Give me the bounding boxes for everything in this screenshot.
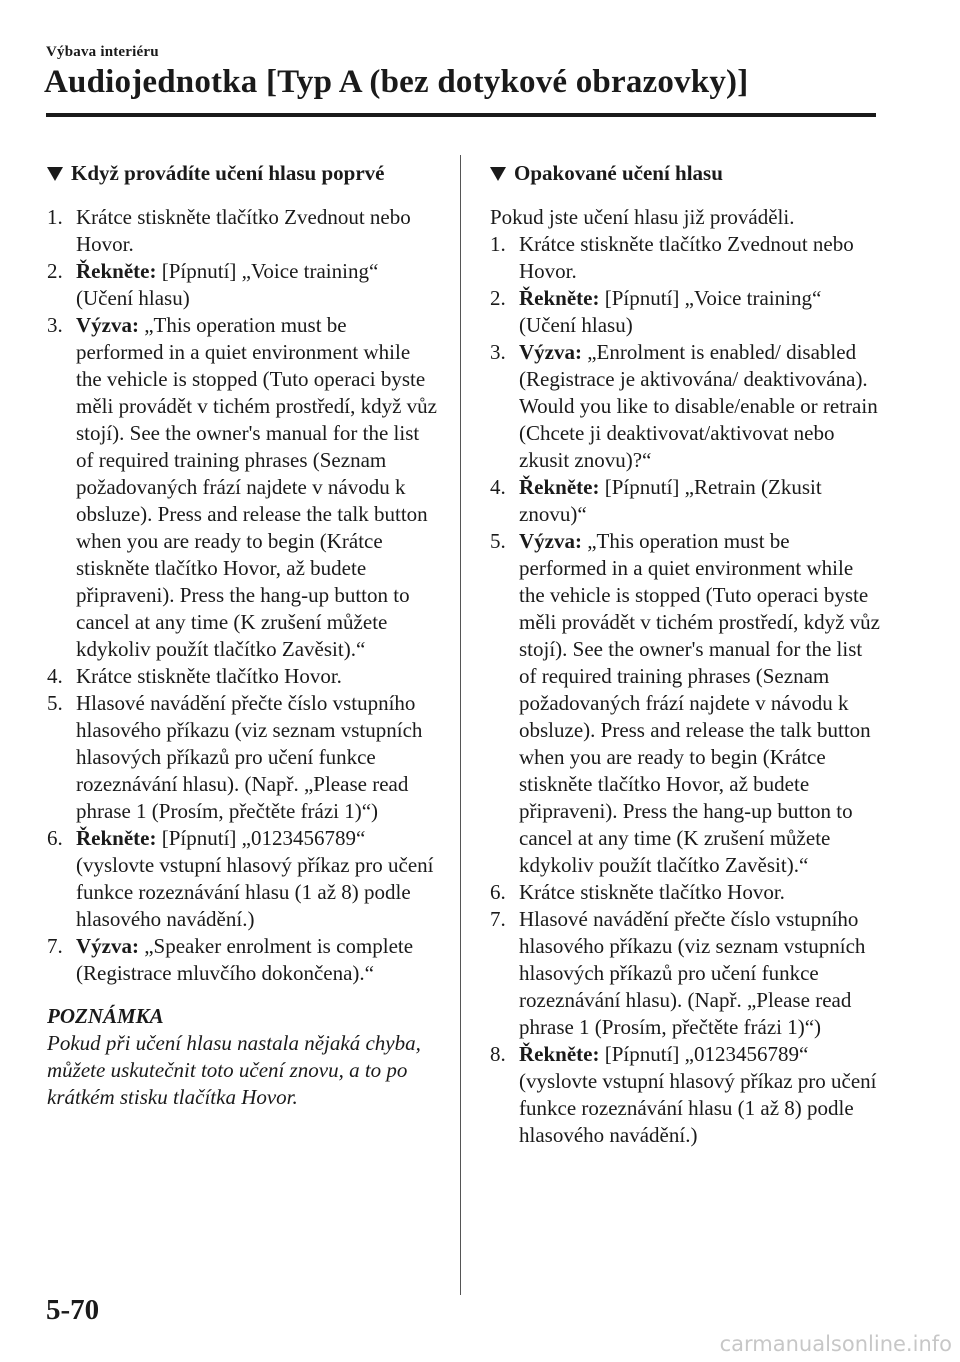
list-item xyxy=(490,285,880,339)
step-number: 2. xyxy=(47,259,63,283)
intro-text: Pokud jste učení hlasu již prováděli. xyxy=(490,205,795,229)
list-item xyxy=(490,879,880,906)
list-item xyxy=(490,231,880,285)
step-number: 8. xyxy=(490,1042,506,1066)
step-text: [Pípnutí] „Voice training“ (Učení hlasu) xyxy=(519,286,822,337)
step-keyword: Řekněte: xyxy=(519,475,600,499)
step-number: 6. xyxy=(47,826,63,850)
step-number: 1. xyxy=(490,232,506,256)
list-item xyxy=(47,258,437,312)
step-number: 7. xyxy=(490,907,506,931)
step-text: Krátce stiskněte tlačítko Hovor. xyxy=(76,664,342,688)
steps-list-retraining xyxy=(490,231,880,1149)
step-text: [Pípnutí] „Retrain (Zkusit znovu)“ xyxy=(519,475,822,526)
list-item xyxy=(47,690,437,825)
step-keyword: Řekněte: xyxy=(519,286,600,310)
column-divider xyxy=(460,155,461,1295)
step-keyword: Výzva: xyxy=(76,313,139,337)
note-title: POZNÁMKA xyxy=(47,1004,164,1028)
list-item xyxy=(47,312,437,663)
list-item xyxy=(47,204,437,258)
left-column xyxy=(47,160,437,1111)
list-item xyxy=(490,339,880,474)
step-keyword: Výzva: xyxy=(76,934,139,958)
step-number: 3. xyxy=(490,340,506,364)
step-text: [Pípnutí] „Voice training“ (Učení hlasu) xyxy=(76,259,379,310)
list-item xyxy=(47,663,437,690)
note-box xyxy=(47,1003,437,1111)
watermark: carmanualsonline.info xyxy=(719,1332,952,1356)
step-text: Hlasové navádění přečte číslo vstupního hlasového příkazu (viz seznam vstupních hlasových příkazů pro učení funkce rozeznávání hlasu). (Např. „Please read phrase 1 (Prosím, přečtěte frázi 1)“) xyxy=(76,691,423,823)
step-keyword: Řekněte: xyxy=(76,826,157,850)
page-title: Audiojednotka [Typ A (bez dotykové obrazovky)] xyxy=(44,64,749,100)
steps-list-first-training xyxy=(47,204,437,987)
step-text: „Enrolment is enabled/ disabled (Registrace je aktivována/ deaktivována). Would you like to disable/enable or retrain (Chcete ji deaktivovat/aktivovat nebo zkusit znovu)?“ xyxy=(519,340,878,472)
step-number: 3. xyxy=(47,313,63,337)
step-text: Hlasové navádění přečte číslo vstupního hlasového příkazu (viz seznam vstupních hlasových příkazů pro učení funkce rozeznávání hlasu). (Např. „Please read phrase 1 (Prosím, přečtěte frázi 1)“) xyxy=(519,907,866,1039)
list-item xyxy=(47,933,437,987)
section-heading-first-training xyxy=(47,160,437,187)
right-column xyxy=(490,160,880,1149)
step-number: 7. xyxy=(47,934,63,958)
list-item xyxy=(490,528,880,879)
step-keyword: Výzva: xyxy=(519,340,582,364)
step-keyword: Výzva: xyxy=(519,529,582,553)
list-item xyxy=(490,1041,880,1149)
step-text: Krátce stiskněte tlačítko Zvednout nebo Hovor. xyxy=(519,232,854,283)
section-heading-retraining xyxy=(490,160,880,187)
section-heading-text: Opakované učení hlasu xyxy=(514,161,723,185)
step-number: 4. xyxy=(47,664,63,688)
list-item xyxy=(490,906,880,1041)
step-number: 6. xyxy=(490,880,506,904)
list-item xyxy=(490,474,880,528)
section-heading-text: Když provádíte učení hlasu poprvé xyxy=(71,161,385,185)
step-text: [Pípnutí] „0123456789“ (vyslovte vstupní hlasový příkaz pro učení funkce rozeznávání hlasu (1 až 8) podle hlasového navádění.) xyxy=(519,1042,877,1147)
triangle-bullet-icon xyxy=(490,167,506,181)
list-item xyxy=(47,825,437,933)
step-number: 2. xyxy=(490,286,506,310)
step-number: 5. xyxy=(490,529,506,553)
step-number: 1. xyxy=(47,205,63,229)
step-number: 4. xyxy=(490,475,506,499)
header-rule xyxy=(46,113,876,117)
step-keyword: Řekněte: xyxy=(519,1042,600,1066)
step-text: „Speaker enrolment is complete (Registrace mluvčího dokončena).“ xyxy=(76,934,414,985)
page-number: 5-70 xyxy=(46,1294,100,1326)
note-text: Pokud při učení hlasu nastala nějaká chyba, můžete uskutečnit toto učení znovu, a to po krátkém stisku tlačítka Hovor. xyxy=(47,1031,421,1109)
section-label: Výbava interiéru xyxy=(46,44,159,60)
step-text: „This operation must be performed in a quiet environment while the vehicle is stopped (Tuto operaci byste měli provádět v tichém prostředí, když vůz stojí). See the owner's manual for the list of required training phrases (Seznam požadovaných frází najdete v návodu k obsluze). Press and release the talk button when you are ready to begin (Krátce stiskněte tlačítko Hovor, až budete připraveni). Press the hang-up button to cancel at any time (K zrušení můžete kdykoliv použít tlačítko Zavěsit).“ xyxy=(519,529,880,877)
step-keyword: Řekněte: xyxy=(76,259,157,283)
triangle-bullet-icon xyxy=(47,167,63,181)
step-text: Krátce stiskněte tlačítko Zvednout nebo Hovor. xyxy=(76,205,411,256)
step-number: 5. xyxy=(47,691,63,715)
step-text: [Pípnutí] „0123456789“ (vyslovte vstupní hlasový příkaz pro učení funkce rozeznávání hlasu (1 až 8) podle hlasového navádění.) xyxy=(76,826,434,931)
step-text: Krátce stiskněte tlačítko Hovor. xyxy=(519,880,785,904)
step-text: „This operation must be performed in a quiet environment while the vehicle is stopped (Tuto operaci byste měli provádět v tichém prostředí, když vůz stojí). See the owner's manual for the list of required training phrases (Seznam požadovaných frází najdete v návodu k obsluze). Press and release the talk button when you are ready to begin (Krátce stiskněte tlačítko Hovor, až budete připraveni). Press the hang-up button to cancel at any time (K zrušení můžete kdykoliv použít tlačítko Zavěsit).“ xyxy=(76,313,437,661)
